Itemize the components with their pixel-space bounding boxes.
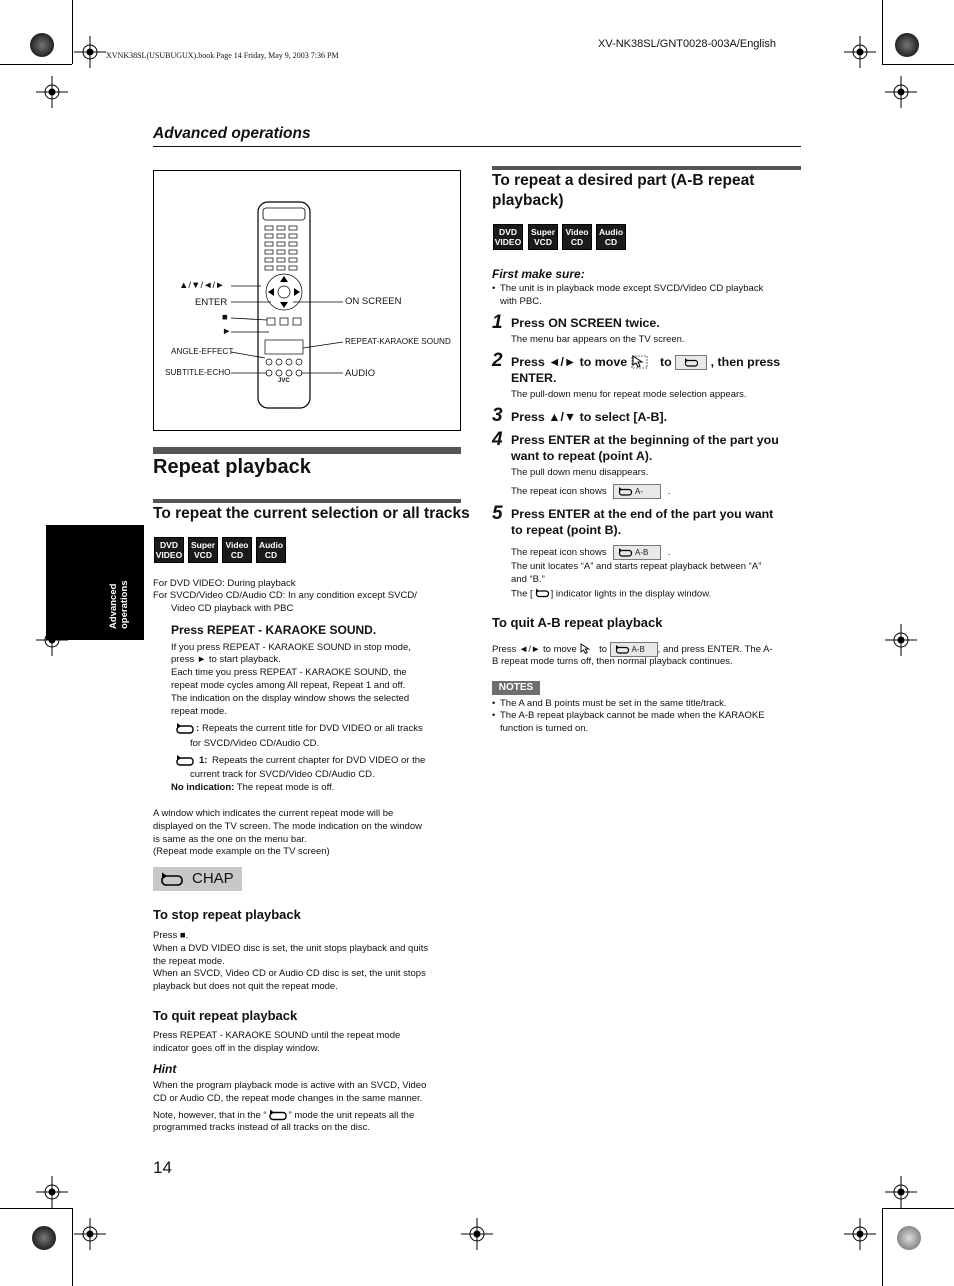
condition-line-1: For DVD VIDEO: During playback — [153, 578, 296, 589]
repeat-one-desc-1: Repeats the current chapter for DVD VIDEO or the — [212, 755, 426, 766]
note-1: The A and B points must be set in the same title/track. — [500, 698, 727, 709]
cursor-icon — [579, 643, 593, 656]
step-1-sub: The menu bar appears on the TV screen. — [511, 334, 685, 345]
badge-super-vcd: Super VCD — [188, 537, 218, 563]
repeat-icon — [614, 645, 630, 655]
label-enter: ENTER — [195, 297, 228, 308]
repeat-icon — [617, 548, 633, 558]
step-2-text: Press ◄/► to move to , then press — [511, 355, 781, 369]
repeat-para-3: Each time you press REPEAT - KARAOKE SOUND, the — [171, 667, 407, 678]
repeat-ab-lcd: A-B — [613, 545, 661, 560]
hint-line-2: CD or Audio CD, the repeat mode changes in the same manner. — [153, 1093, 423, 1104]
step-number: 3 — [492, 405, 503, 426]
step-5-text-2: to repeat (point B). — [511, 523, 622, 537]
repeat-para-2: press ► to start playback. — [171, 654, 281, 665]
repeat-one-desc-2: current track for SVCD/Video CD/Audio CD. — [190, 769, 375, 780]
repeat-all-icon — [174, 722, 196, 736]
title-bar — [153, 447, 461, 454]
repeat-icon — [617, 487, 633, 497]
label-arrows: ▲/▼/◄/► — [179, 280, 225, 291]
first-make-sure: First make sure: — [492, 267, 585, 281]
condition-line-2: For SVCD/Video CD/Audio CD: In any condition except SVCD/ — [153, 590, 417, 601]
step-4-text-2: want to repeat (point A). — [511, 449, 653, 463]
repeat-a-lcd: A- — [613, 484, 661, 499]
stop-line-3: the repeat mode. — [153, 956, 225, 967]
page-number: 14 — [153, 1158, 172, 1177]
tv-window-label: CHAP — [192, 870, 234, 887]
step-4-sub-2: The repeat icon shows A- . — [511, 484, 671, 499]
quit-ab-title: To quit A-B repeat playback — [492, 615, 663, 630]
step-5-sub-2: The unit locates “A” and starts repeat playback between “A” — [511, 561, 762, 572]
tv-repeat-window — [153, 867, 242, 891]
note-2-line-1: The A-B repeat playback cannot be made when the KARAOKE — [500, 710, 765, 721]
hint-title: Hint — [153, 1062, 177, 1076]
repeat-para-1: If you press REPEAT - KARAOKE SOUND in stop mode, — [171, 642, 411, 653]
quit-line-2: indicator goes off in the display window. — [153, 1043, 320, 1054]
window-para-2: displayed on the TV screen. The mode indication on the window — [153, 821, 422, 832]
repeat-one-prefix: 1: — [199, 755, 208, 766]
side-tab-label: Advanced operations — [108, 580, 130, 629]
quit-ab-line-2: B repeat mode turns off, then normal playback continues. — [492, 656, 733, 667]
step-5-text: Press ENTER at the end of the part you want — [511, 507, 774, 521]
repeat-icon — [159, 872, 185, 888]
book-info: XVNK38SL(USUBUGUX).book Page 14 Friday, May 9, 2003 7:36 PM — [106, 51, 339, 60]
note-2-line-2: function is turned on. — [500, 723, 589, 734]
repeat-all-desc-2: for SVCD/Video CD/Audio CD. — [190, 738, 320, 749]
ab-repeat-title-1: To repeat a desired part (A-B repeat — [492, 172, 755, 189]
header-rule — [153, 146, 801, 147]
window-para-4: (Repeat mode example on the TV screen) — [153, 846, 330, 857]
step-5-sub-1: The repeat icon shows A-B . — [511, 545, 671, 560]
stop-line-2: When a DVD VIDEO disc is set, the unit stops playback and quits — [153, 943, 429, 954]
step-4-text: Press ENTER at the beginning of the part you — [511, 433, 779, 447]
label-repeat-karaoke: REPEAT-KARAOKE SOUND — [345, 337, 451, 346]
no-indication: No indication: The repeat mode is off. — [171, 782, 335, 793]
section-title: Advanced operations — [153, 125, 311, 142]
remote-brand: JVC — [278, 378, 290, 384]
subtitle-bar — [153, 499, 461, 503]
fms-line-2: with PBC. — [500, 296, 542, 307]
badge-dvd-video: DVD VIDEO — [493, 224, 523, 250]
step-5-sub-3: and “B.” — [511, 574, 545, 585]
repeat-menu-icon — [675, 355, 707, 370]
stop-line-4: When an SVCD, Video CD or Audio CD disc is set, the unit stops — [153, 968, 426, 979]
condition-line-3: Video CD playback with PBC — [171, 603, 294, 614]
badge-audio-cd: Audio CD — [256, 537, 286, 563]
step-number: 1 — [492, 312, 503, 333]
repeat-para-6: repeat mode. — [171, 706, 227, 717]
stop-repeat-title: To stop repeat playback — [153, 907, 301, 922]
repeat-one-icon — [174, 754, 196, 768]
fms-bullet: • — [492, 283, 496, 294]
repeat-all-desc-1: Repeats the current title for DVD VIDEO or all tracks — [202, 723, 423, 734]
step-2-sub: The pull-down menu for repeat mode selection appears. — [511, 389, 747, 400]
repeat-icon — [683, 358, 699, 368]
badge-audio-cd: Audio CD — [596, 224, 626, 250]
cursor-icon — [631, 355, 649, 370]
window-para-3: is same as the one on the menu bar. — [153, 834, 307, 845]
label-audio: AUDIO — [345, 368, 376, 379]
step-3-text: Press ▲/▼ to select [A-B]. — [511, 410, 668, 424]
step-5-sub-4: The [ ] indicator lights in the display window. — [511, 588, 712, 600]
page-title: Repeat playback — [153, 456, 311, 478]
subtitle: To repeat the current selection or all tracks — [153, 505, 470, 522]
step-2-text-2: ENTER. — [511, 371, 557, 385]
repeat-ab-lcd: A-B — [610, 642, 658, 657]
hint-line-3: Note, however, that in the “ ” mode the unit repeats all the — [153, 1110, 415, 1122]
ab-repeat-title-2: playback) — [492, 192, 564, 209]
step-number: 2 — [492, 350, 503, 371]
label-on-screen: ON SCREEN — [345, 296, 402, 307]
step-number: 4 — [492, 429, 503, 450]
step-4-sub-1: The pull down menu disappears. — [511, 467, 649, 478]
repeat-icon — [533, 588, 551, 600]
label-angle-effect: ANGLE-EFFECT — [171, 347, 234, 356]
note-1-bullet: • — [492, 698, 496, 709]
badge-dvd-video: DVD VIDEO — [154, 537, 184, 563]
hint-line-1: When the program playback mode is active with an SVCD, Video — [153, 1080, 427, 1091]
repeat-icon — [267, 1109, 289, 1122]
repeat-all-colon: : — [196, 723, 200, 734]
doc-code: XV-NK38SL/GNT0028-003A/English — [598, 38, 776, 50]
badge-video-cd: Video CD — [562, 224, 592, 250]
window-para-1: A window which indicates the current repeat mode will be — [153, 808, 394, 819]
side-tab — [46, 525, 144, 640]
note-2-bullet: • — [492, 710, 496, 721]
fms-line-1: The unit is in playback mode except SVCD/Video CD playback — [500, 283, 764, 294]
repeat-para-5: The indication on the display window shows the selected — [171, 693, 410, 704]
step-1-text: Press ON SCREEN twice. — [511, 316, 660, 330]
repeat-para-4: repeat mode cycles among All repeat, Repeat 1 and off. — [171, 680, 406, 691]
quit-repeat-title: To quit repeat playback — [153, 1008, 298, 1023]
badge-super-vcd: Super VCD — [528, 224, 558, 250]
label-subtitle-echo: SUBTITLE-ECHO — [165, 368, 231, 377]
right-title-bar — [492, 166, 801, 170]
quit-line-1: Press REPEAT - KARAOKE SOUND until the repeat mode — [153, 1030, 401, 1041]
badge-video-cd: Video CD — [222, 537, 252, 563]
hint-line-4: programmed tracks instead of all tracks on the disc. — [153, 1122, 371, 1133]
quit-ab-line-1: Press ◄/► to move to A-B , and press ENTER. The A- — [492, 642, 773, 657]
stop-line-5: playback but does not quit the repeat mode. — [153, 981, 338, 992]
press-repeat-instruction: Press REPEAT - KARAOKE SOUND. — [171, 623, 377, 637]
step-number: 5 — [492, 503, 503, 524]
label-stop: ■ — [222, 312, 228, 323]
label-play: ► — [222, 326, 232, 337]
stop-line-1: Press ■. — [153, 930, 189, 941]
notes-label: NOTES — [492, 681, 540, 695]
